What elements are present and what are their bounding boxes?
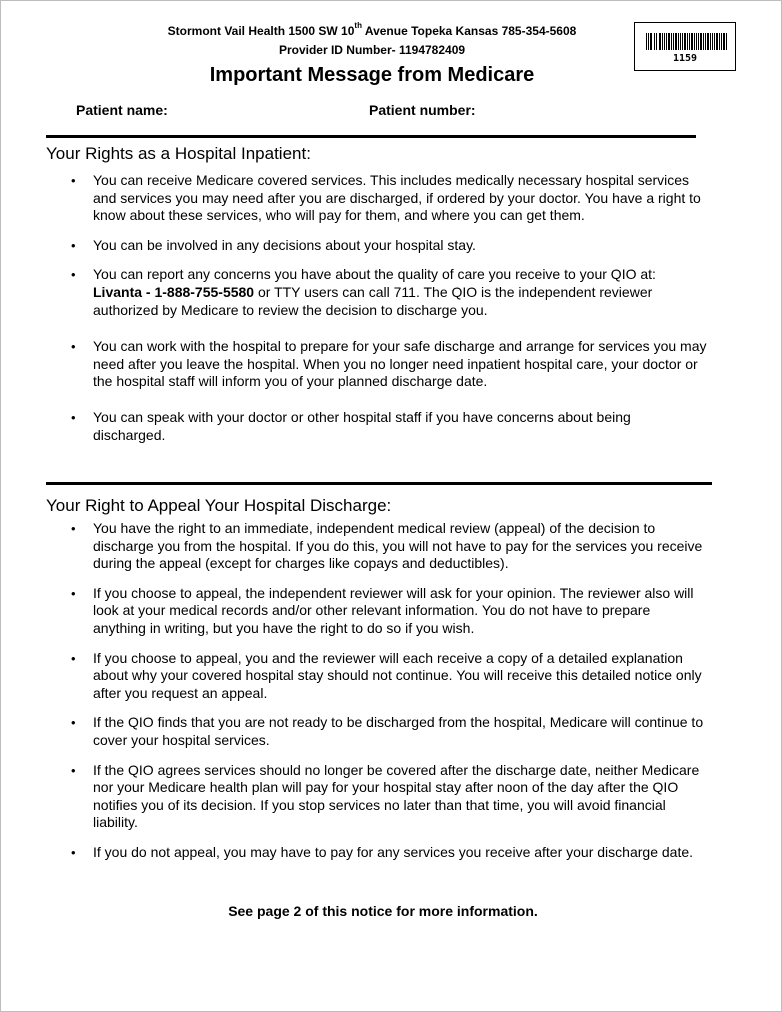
divider-middle <box>46 482 712 485</box>
barcode-label <box>634 22 736 71</box>
list-item: • If the QIO finds that you are not ready to be discharged from the hospital, Medicare will continue to cover your hospital services. <box>71 714 707 749</box>
patient-name-label: Patient name: <box>76 102 168 118</box>
barcode-number: 1159 <box>672 53 698 64</box>
list-item: • If you choose to appeal, you and the reviewer will each receive a copy of a detailed explanation about why your covered hospital stay should not continue. You will receive this detailed notice only after you request an appeal. <box>71 650 707 703</box>
list-item: • If you choose to appeal, the independent reviewer will ask for your opinion. The reviewer also will look at your medical records and/or other relevant information. You do not have to prepare anything in writing, but you have the right to do so if you wish. <box>71 585 707 638</box>
list-item: • If the QIO agrees services should no longer be covered after the discharge date, neither Medicare nor your Medicare health plan will pay for your hospital stay after noon of the day after the QIO notifies you of its decision. If you stop services no later than that time, you will avoid financial liability. <box>71 762 707 832</box>
inpatient-rights-heading: Your Rights as a Hospital Inpatient: <box>46 144 311 163</box>
list-item: • You can work with the hospital to prepare for your safe discharge and arrange for services you may need after you leave the hospital. When you no longer need inpatient hospital care, your doctor or the hospital staff will inform you of your planned discharge date. <box>71 338 707 391</box>
list-item: • You can be involved in any decisions about your hospital stay. <box>71 237 707 255</box>
hospital-address: Stormont Vail Health 1500 SW 10th Avenue Topeka Kansas 785-354-5608 <box>167 21 577 38</box>
inpatient-rights-list <box>71 172 707 444</box>
barcode-image <box>646 33 728 50</box>
appeal-rights-list <box>71 520 707 862</box>
document-title: Important Message from Medicare <box>209 64 535 86</box>
divider-top <box>46 135 696 138</box>
patient-number-label: Patient number: <box>369 102 476 118</box>
list-item: • You can report any concerns you have about the quality of care you receive to your QIO at: Livanta - 1-888-755-5580 or TTY users can call 711. The QIO is the independent reviewer authorized by Medicare to review the decision to discharge you. <box>71 266 707 319</box>
list-item: • You can speak with your doctor or other hospital staff if you have concerns about being discharged. <box>71 409 707 444</box>
list-item: • You can receive Medicare covered services. This includes medically necessary hospital services and services you may need after you are discharged, if ordered by your doctor. You have a right to know about these services, who will pay for them, and where you can get them. <box>71 172 707 225</box>
qio-contact: Livanta - 1-888-755-5580 <box>93 283 255 300</box>
list-item: • If you do not appeal, you may have to pay for any services you receive after your discharge date. <box>71 844 707 862</box>
provider-id: Provider ID Number- 1194782409 <box>278 43 466 57</box>
appeal-rights-heading: Your Right to Appeal Your Hospital Discharge: <box>46 496 392 515</box>
list-item: • You have the right to an immediate, independent medical review (appeal) of the decision to discharge you from the hospital. If you do this, you will not have to pay for the services you receive during the appeal (except for charges like copays and deductibles). <box>71 520 707 573</box>
footer-note: See page 2 of this notice for more information. <box>228 903 538 919</box>
